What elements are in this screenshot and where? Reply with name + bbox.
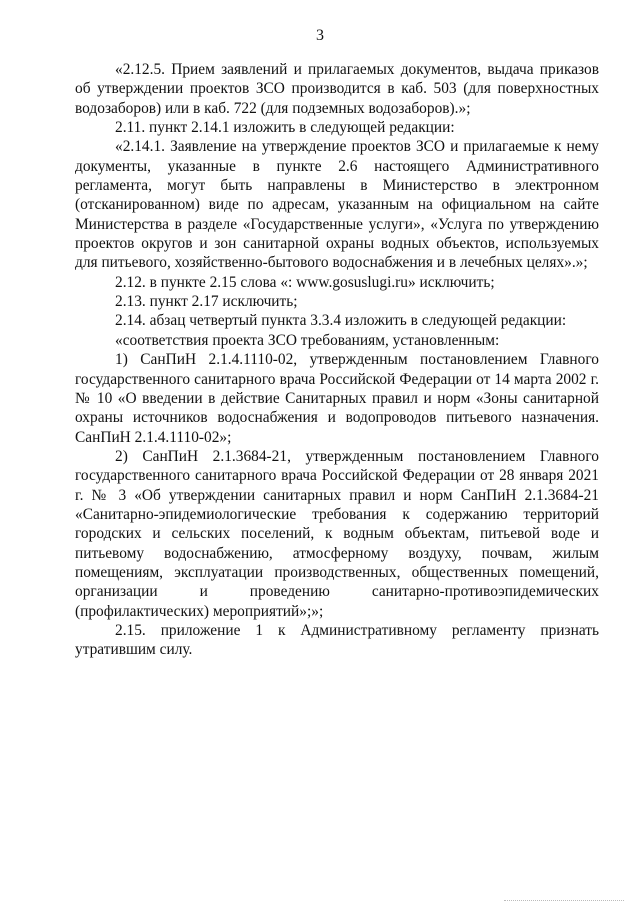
scan-artifact — [504, 894, 624, 901]
paragraph-sanpin-2: 2) СанПиН 2.1.3684-21, утвержденным постановлением Главного государственного санитарного врача Российской Федерации от 28 января 2021 г. № 3 «Об утверждении санитарных правил и норм СанПиН 2.1.3684-21 «Санитарно-эпидемиологические требования к содержанию территорий городских и сельских поселений, к водным объектам, питьевой воде и питьевому водоснабжению, атмосферному воздуху, почвам, жилым помещениям, эксплуатации производственных, общественных помещений, организации и проведению санитарно-противоэпидемических (профилактических) мероприятий»;»; — [75, 447, 599, 620]
paragraph-2-15: 2.15. приложение 1 к Административному регламенту признать утратившим силу. — [75, 621, 599, 659]
document-body — [75, 60, 599, 660]
paragraph-2-12: 2.12. в пункте 2.15 слова «: www.gosuslugi.ru» исключить; — [115, 273, 495, 291]
page-number: 3 — [316, 27, 324, 44]
paragraph-requirements-intro: «соответствия проекта ЗСО требованиям, установленным: — [115, 331, 500, 349]
paragraph-2-12-5: «2.12.5. Прием заявлений и прилагаемых документов, выдача приказов об утверждении проектов ЗСО производится в каб. 503 (для поверхностных водозаборов) или в каб. 722 (для подземных водозаборов).»; — [75, 61, 599, 117]
paragraph-2-13: 2.13. пункт 2.17 исключить; — [115, 293, 298, 311]
paragraph-2-11: 2.11. пункт 2.14.1 изложить в следующей редакции: — [115, 119, 455, 137]
paragraph-2-14: 2.14. абзац четвертый пункта 3.3.4 изложить в следующей редакции: — [115, 312, 567, 330]
paragraph-2-14-1: «2.14.1. Заявление на утверждение проектов ЗСО и прилагаемые к нему документы, указанные в пункте 2.6 настоящего Административного регламента, могут быть направлены в Министерство в электронном (отсканированном) виде по адресам, указанным на официальном на сайте Министерства в разделе «Государственные услуги», «Услуга по утверждению проектов округов и зон санитарной охраны водных объектов, используемых для питьевого, хозяйственно-бытового водоснабжения и в лечебных целях».»; — [75, 138, 599, 272]
paragraph-sanpin-1: 1) СанПиН 2.1.4.1110-02, утвержденным постановлением Главного государственного санитарного врача Российской Федерации от 14 марта 2002 г. № 10 «О введении в действие Санитарных правил и норм «Зоны санитарной охраны источников водоснабжения и водопроводов питьевого назначения. СанПиН 2.1.4.1110-02»; — [75, 351, 599, 446]
